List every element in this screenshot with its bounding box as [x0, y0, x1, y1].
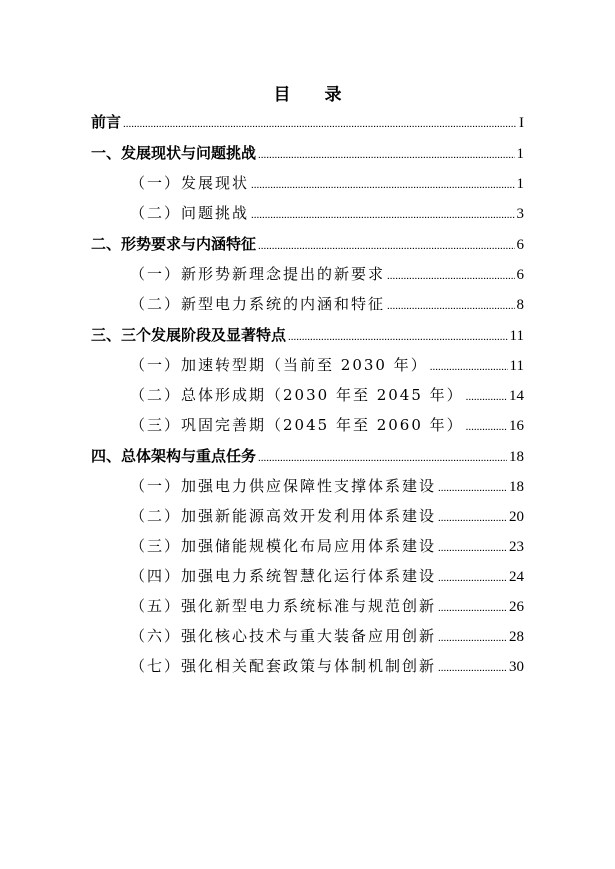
toc-entry-page: 26: [509, 599, 524, 615]
toc-entry-section-3-1[interactable]: [130, 354, 524, 376]
dot-leader: [466, 416, 507, 438]
toc-entry-label: 前言: [91, 113, 122, 131]
toc-entry-label: 三、三个发展阶段及显著特点: [91, 326, 287, 344]
dot-leader: [438, 567, 507, 589]
toc-entry-section-3-2[interactable]: [130, 384, 524, 406]
toc-entry-label: （二）总体形成期（2030 年至 2045 年）: [130, 386, 464, 404]
toc-entry-page: 24: [509, 569, 524, 585]
toc-entry-page: 1: [516, 176, 524, 192]
toc-entry-label: （一）加速转型期（当前至 2030 年）: [130, 356, 428, 374]
toc-entry-label: （二）加强新能源高效开发利用体系建设: [130, 507, 437, 525]
toc-entry-page: 1: [516, 146, 524, 162]
toc-entry-label: （一）新形势新理念提出的新要求: [130, 265, 386, 283]
dot-leader: [438, 597, 507, 619]
toc-entry-preface[interactable]: [91, 111, 524, 133]
dot-leader: [430, 356, 508, 378]
dot-leader: [123, 113, 517, 135]
toc-entry-section-1-2[interactable]: [130, 202, 524, 224]
dot-leader: [251, 204, 514, 226]
dot-leader: [258, 144, 514, 166]
toc-entry-label: （四）加强电力系统智慧化运行体系建设: [130, 567, 437, 585]
toc-entry-chapter-4[interactable]: [91, 445, 524, 467]
toc-entry-page: 11: [509, 328, 524, 344]
toc-entry-section-4-4[interactable]: [130, 565, 524, 587]
toc-entry-label: （三）巩固完善期（2045 年至 2060 年）: [130, 416, 464, 434]
toc-entry-page: 3: [516, 206, 524, 222]
toc-entry-label: （七）强化相关配套政策与体制机制创新: [130, 657, 437, 675]
toc-entry-section-1-1[interactable]: [130, 172, 524, 194]
toc-entry-page: 6: [516, 237, 524, 253]
dot-leader: [438, 537, 507, 559]
toc-entry-label: （三）加强储能规模化布局应用体系建设: [130, 537, 437, 555]
toc-entry-label: （二）新型电力系统的内涵和特征: [130, 295, 386, 313]
toc-entry-page: 23: [509, 539, 524, 555]
toc-entry-page: 28: [509, 629, 524, 645]
toc-entry-section-4-3[interactable]: [130, 535, 524, 557]
toc-entry-section-4-7[interactable]: [130, 655, 524, 677]
dot-leader: [288, 326, 508, 348]
toc-entry-label: （六）强化核心技术与重大装备应用创新: [130, 627, 437, 645]
toc-entry-chapter-1[interactable]: [91, 142, 524, 164]
toc-entry-page: 20: [509, 509, 524, 525]
toc-entry-section-2-2[interactable]: [130, 293, 524, 315]
dot-leader: [438, 507, 507, 529]
dot-leader: [438, 627, 507, 649]
toc-entry-page: 6: [516, 267, 524, 283]
toc-entry-label: （二）问题挑战: [130, 204, 250, 222]
toc-entry-page: 18: [509, 479, 524, 495]
toc-entry-section-4-5[interactable]: [130, 595, 524, 617]
toc-entry-section-4-2[interactable]: [130, 505, 524, 527]
toc-entry-label: 二、形势要求与内涵特征: [91, 235, 257, 253]
toc-entry-page: 11: [509, 358, 524, 374]
toc-entry-section-2-1[interactable]: [130, 263, 524, 285]
toc-entry-chapter-2[interactable]: [91, 233, 524, 255]
toc-entry-label: （五）强化新型电力系统标准与规范创新: [130, 597, 437, 615]
dot-leader: [438, 477, 507, 499]
dot-leader: [251, 174, 514, 196]
toc-entry-chapter-3[interactable]: [91, 324, 524, 346]
toc-entry-label: （一）加强电力供应保障性支撑体系建设: [130, 477, 437, 495]
toc-entry-section-4-1[interactable]: [130, 475, 524, 497]
toc-entry-label: （一）发展现状: [130, 174, 250, 192]
toc-entry-section-3-3[interactable]: [130, 414, 524, 436]
toc-entry-label: 一、发展现状与问题挑战: [91, 144, 257, 162]
dot-leader: [258, 235, 514, 257]
toc-entry-page: I: [519, 115, 524, 131]
dot-leader: [258, 447, 507, 469]
toc-entry-page: 30: [509, 659, 524, 675]
toc-entry-page: 8: [516, 297, 524, 313]
dot-leader: [387, 295, 514, 317]
toc-entry-section-4-6[interactable]: [130, 625, 524, 647]
toc-entry-page: 14: [509, 388, 524, 404]
toc-title: 目 录: [273, 85, 356, 105]
dot-leader: [466, 386, 507, 408]
toc-entry-label: 四、总体架构与重点任务: [91, 447, 257, 465]
dot-leader: [387, 265, 514, 287]
dot-leader: [438, 657, 507, 679]
toc-entry-page: 18: [509, 449, 524, 465]
toc-entry-page: 16: [509, 418, 524, 434]
